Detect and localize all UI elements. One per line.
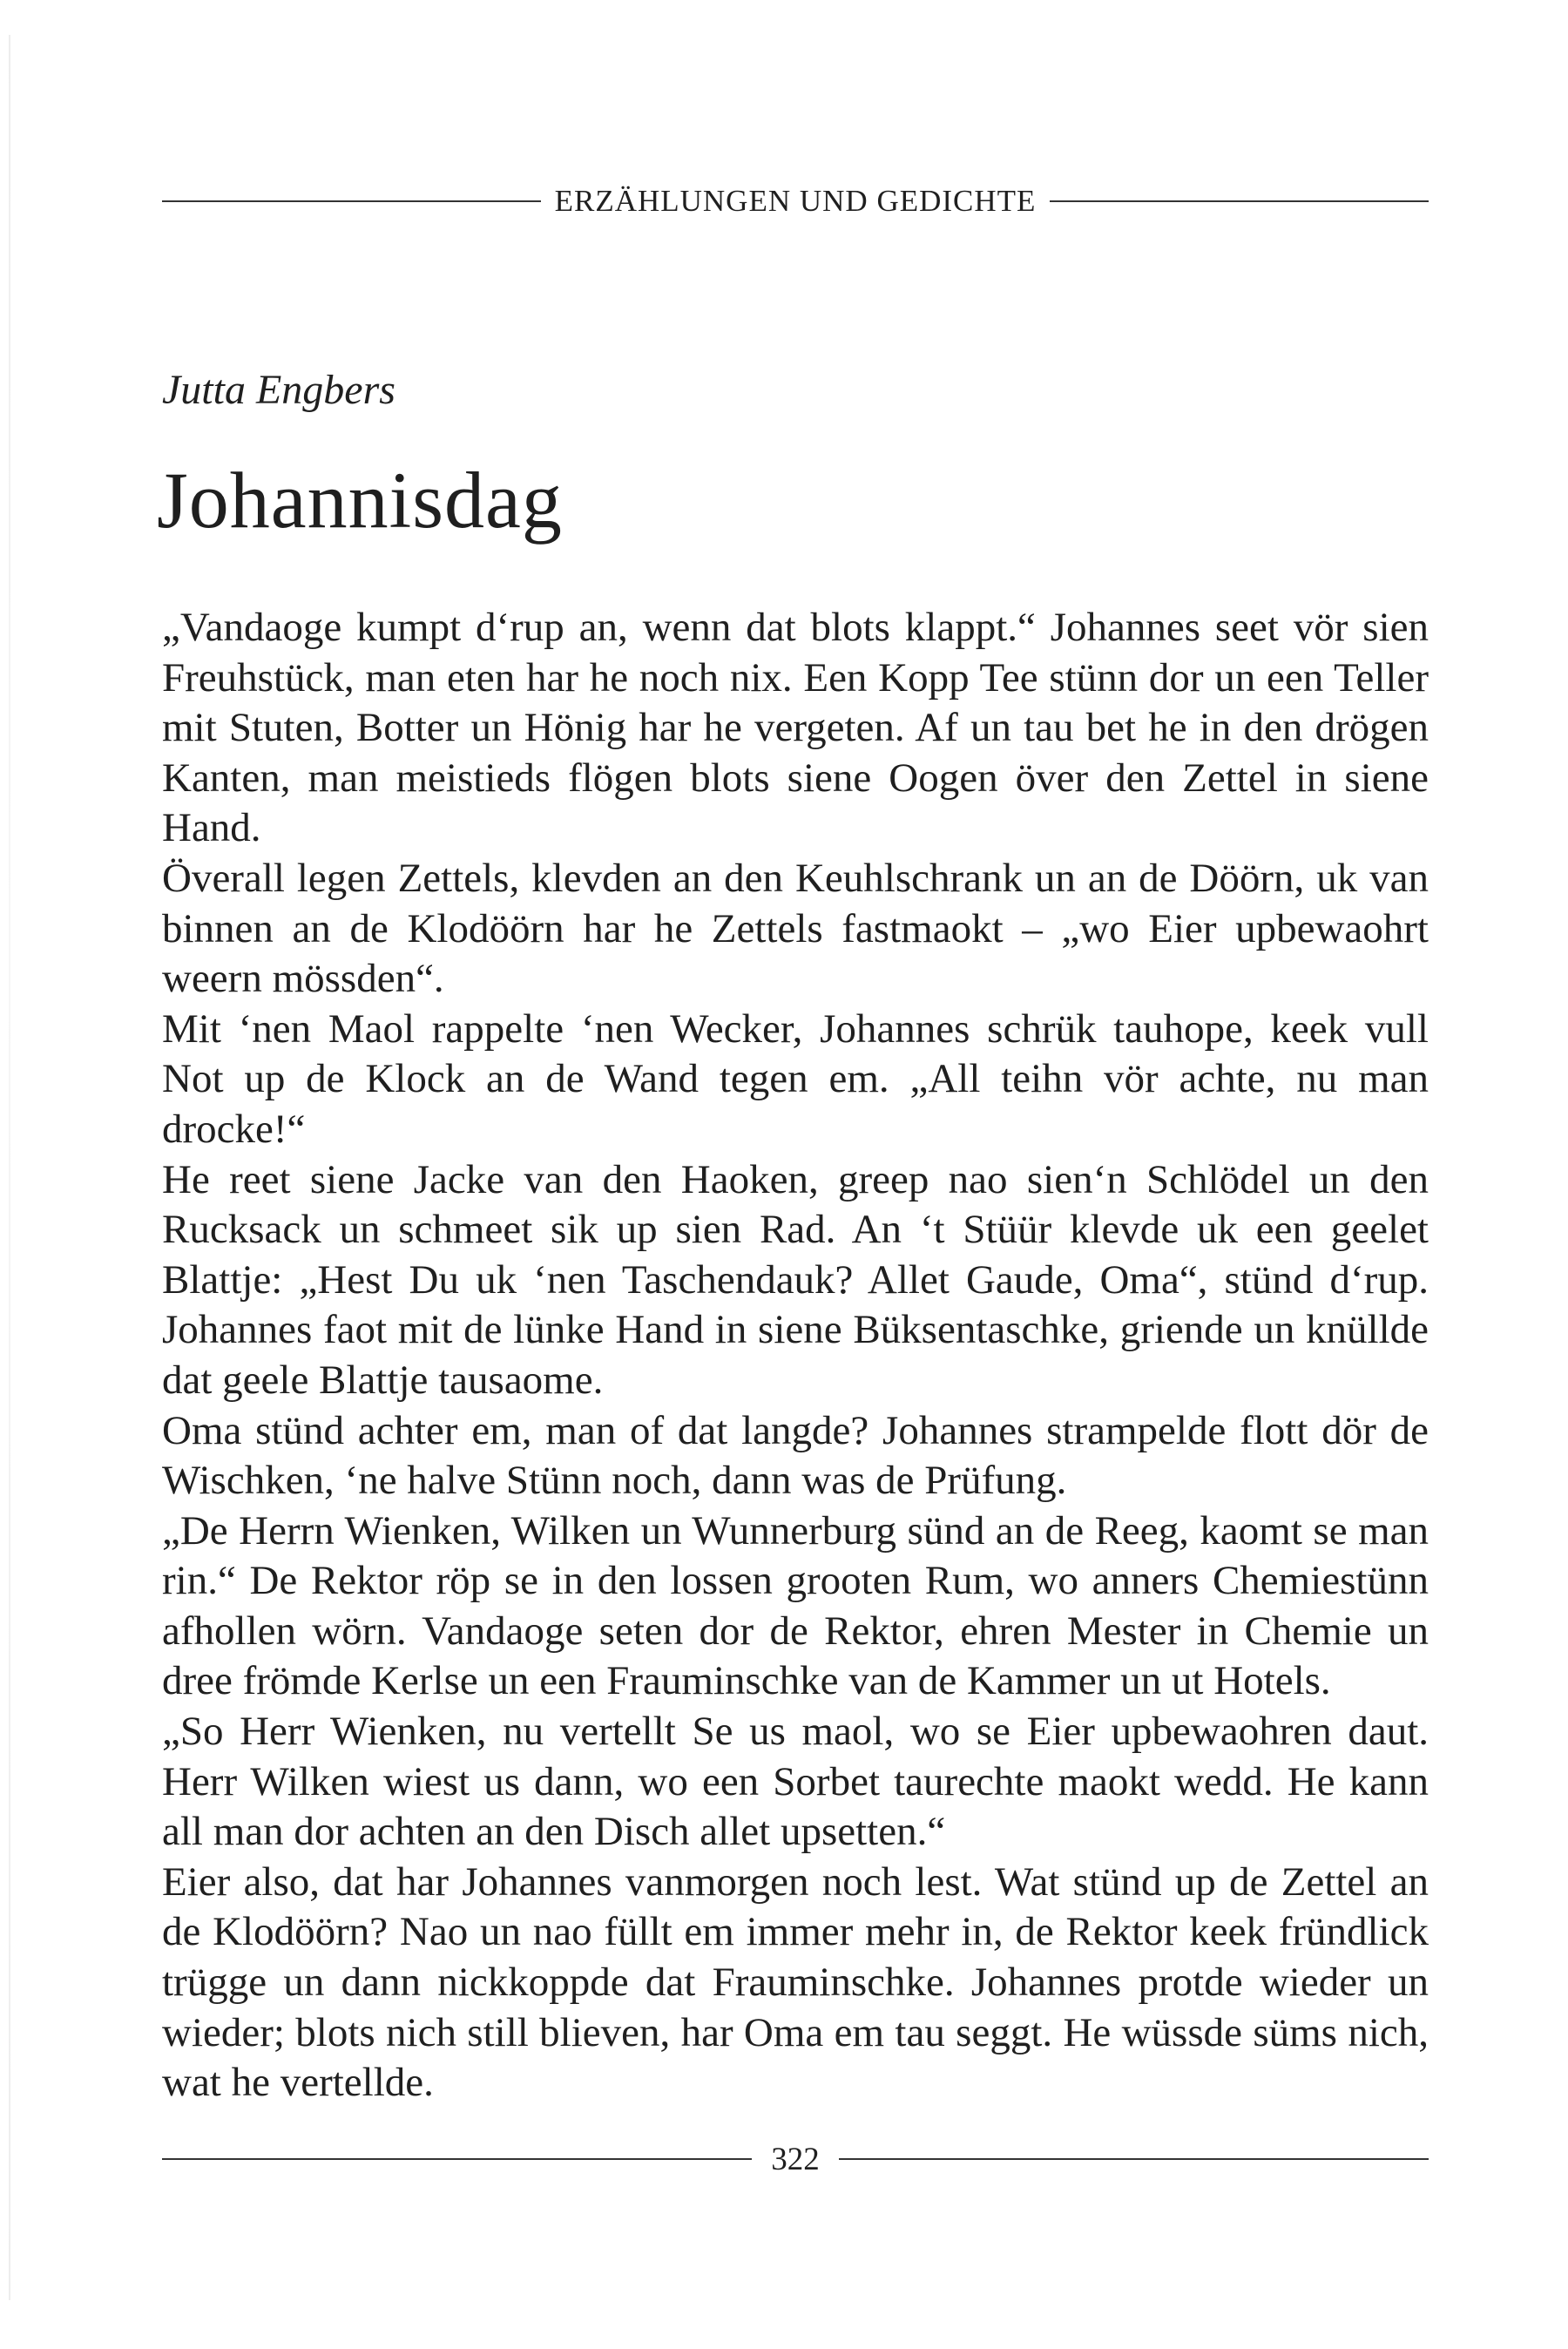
header-rule-right: [1050, 200, 1429, 202]
footer-rule-right: [839, 2158, 1429, 2160]
paragraph: Eier also, dat har Johannes vanmorgen noch lest. Wat stünd up de Zettel an de Klodöörn? Nao un nao füllt em immer mehr in, de Rektor keek fründlick trügge un dann nickkoppde dat Frauminschke. Johannes protde wieder un wieder; blots nich still blieven, har Oma em tau seggt. He wüssde süms nich, wat he vertellde.: [162, 1858, 1429, 2106]
running-header-label: ERZÄHLUNGEN UND GEDICHTE: [554, 184, 1037, 218]
paragraph: Mit ‘nen Maol rappelte ‘nen Wecker, Johannes schrük tauhope, keek vull Not up de Klock an de Wand tegen em. „All teihn vör achte, nu man drocke!“: [162, 1005, 1429, 1152]
paragraph: „Vandaoge kumpt d‘rup an, wenn dat blots klappt.“ Johannes seet vör sien Freuhstück, man eten har he noch nix. Een Kopp Tee stünn dor un een Teller mit Stuten, Botter un Hönig har he vergeten. Af un tau bet he in den drögen Kanten, man meistieds flögen blots siene Oogen över den Zettel in siene Hand.: [162, 605, 1429, 851]
header-rule-left: [162, 200, 541, 202]
scan-edge: [9, 35, 10, 2300]
story-body: [162, 603, 1429, 2109]
footer-rule-left: [162, 2158, 752, 2160]
paragraph: Oma stünd achter em, man of dat langde? Johannes strampelde flott dör de Wischken, ‘ne halve Stünn noch, dann was de Prüfung.: [162, 1407, 1429, 1504]
page-footer: [162, 2133, 1429, 2185]
paragraph: „De Herrn Wienken, Wilken un Wunnerburg sünd an de Reeg, kaomt se man rin.“ De Rektor röp se in den lossen grooten Rum, wo anners Chemiestünn afhollen wörn. Vandaoge seten dor de Rektor, ehren Mester in Chemie un dree frömde Kerlse un een Frauminschke van de Kammer un ut Hotels.: [162, 1507, 1429, 1704]
running-header: [162, 179, 1429, 223]
page-number: 322: [771, 2141, 820, 2177]
paragraph: Överall legen Zettels, klevden an den Keuhlschrank un an de Döörn, uk van binnen an de Klodöörn har he Zettels fastmaokt – „wo Eier upbewaohrt weern mössden“.: [162, 855, 1429, 1002]
story-title: Johannisdag: [157, 456, 563, 545]
paragraph: „So Herr Wienken, nu vertellt Se us maol, wo se Eier upbewaohren daut. Herr Wilken wiest us dann, wo een Sorbet taurechte maokt wedd. He kann all man dor achten an den Disch allet upsetten.“: [162, 1709, 1429, 1855]
paragraph: He reet siene Jacke van den Haoken, greep nao sien‘n Schlödel un den Rucksack un schmeet sik up sien Rad. An ‘t Stüür klevde uk een geelet Blattje: „Hest Du uk ‘nen Taschendauk? Allet Gaude, Oma“, stünd d‘rup. Johannes faot mit de lünke Hand in siene Büksentaschke, griende un knüllde dat geele Blattje tausaome.: [162, 1156, 1429, 1403]
author-name: Jutta Engbers: [162, 367, 395, 413]
